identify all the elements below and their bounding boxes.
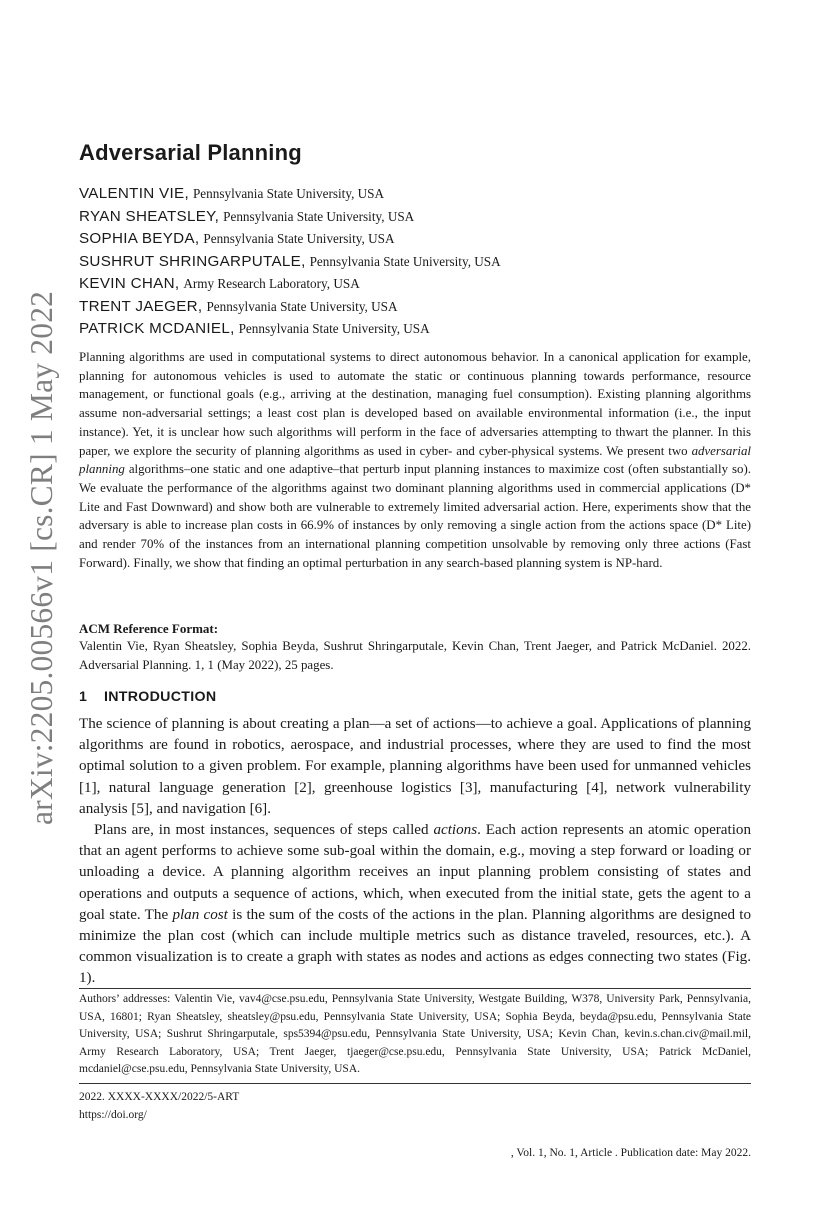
term-emphasis: actions [433, 822, 478, 838]
acm-reference-text: Valentin Vie, Ryan Sheatsley, Sophia Beyda, Sushrut Shringarputale, Kevin Chan, Trent Jaeger, and Patrick McDaniel. 2022. Adversarial Planning. 1, 1 (May 2022), 25 pages. [79, 639, 751, 672]
author-entry [79, 320, 501, 343]
paper-title: Adversarial Planning [79, 140, 302, 165]
footnote-divider [79, 988, 751, 989]
publication-info [79, 1089, 239, 1124]
acm-reference-heading: ACM Reference Format: [79, 621, 219, 636]
running-footer: , Vol. 1, No. 1, Article . Publication date: May 2022. [510, 1147, 751, 1159]
author-list [79, 185, 501, 343]
authors-addresses-footnote: Authors’ addresses: Valentin Vie, vav4@cse.psu.edu, Pennsylvania State University, Westgate Building, W378, University Park, Pennsylvania, USA, 16801; Ryan Sheatsley, sheatsley@psu.edu, Pennsylvania State University, USA; Sophia Beyda, beyda@psu.edu, Pennsylvania State University, USA; Sushrut Shringarputale, sps5394@psu.edu, Pennsylvania State University, USA; Kevin Chan, kevin.s.chan.civ@mail.mil, Army Research Laboratory, USA; Trent Jaeger, tjaeger@cse.psu.edu, Pennsylvania State University, USA; Patrick McDaniel, mcdaniel@cse.psu.edu, Pennsylvania State University, USA. [79, 993, 751, 1076]
author-name: KEVIN CHAN, [79, 275, 180, 292]
author-entry [79, 230, 501, 253]
section-number: 1 [79, 689, 88, 705]
section-heading [79, 689, 216, 705]
publication-divider [79, 1083, 751, 1084]
author-name: SOPHIA BEYDA, [79, 230, 200, 247]
doi-link[interactable]: https://doi.org/ [79, 1108, 147, 1121]
author-affiliation: Pennsylvania State University, USA [238, 321, 430, 336]
author-entry [79, 208, 501, 231]
intro-paragraph-2 [79, 820, 751, 990]
author-affiliation: Pennsylvania State University, USA [309, 253, 501, 269]
author-entry [79, 298, 501, 321]
author-name: TRENT JAEGER, [79, 297, 203, 315]
intro-paragraph-1: The science of planning is about creating a plan—a set of actions—to achieve a goal. Applications of planning algorithms are found in robotics, aerospace, and industrial processes, where they are used to find the most optimal solution to a given problem. For example, planning algorithms have been used for unmanned vehicles [1], natural language generation [2], greenhouse logistics [3], manufacturing [4], network vulnerability analysis [5], and navigation [6]. [79, 716, 751, 817]
author-affiliation: Army Research Laboratory, USA [183, 276, 360, 291]
issn-line: 2022. XXXX-XXXX/2022/5-ART [79, 1091, 240, 1103]
arxiv-sidebar [0, 235, 70, 835]
author-name: SUSHRUT SHRINGARPUTALE, [79, 252, 306, 270]
author-name: RYAN SHEATSLEY, [79, 207, 220, 225]
abstract-text: Planning algorithms are used in computational systems to direct autonomous behavior. In a canonical application for example, planning for autonomous vehicles is used to automate the static or continuous planning towards performance, resource management, or functional goals (e.g., arriving at the destination, managing fuel consumption). Existing planning algorithms assume non-adversarial settings; a least cost plan is developed based on available environmental information (i.e., the input instance). Yet, it is unclear how such algorithms will perform in the face of adversaries attempting to thwart the planner. In this paper, we explore the security of planning algorithms as used in cyber- and cyber-physical systems. We present two [79, 350, 751, 458]
paragraph-text: . Each action represents an atomic operation that an agent performs to achieve some sub-goal within the domain, e.g., moving a step forward or loading or unloading a device. A planning algorithm receives an input planning problem consisting of states and operations and outputs a sequence of actions, which, when executed from the initial state, gets the agent to a goal state. The [79, 822, 751, 923]
term-emphasis: plan cost [172, 906, 228, 923]
author-entry [79, 275, 501, 298]
author-affiliation: Pennsylvania State University, USA [203, 231, 395, 246]
author-entry [79, 253, 501, 276]
author-affiliation: Pennsylvania State University, USA [192, 186, 385, 201]
abstract-text: algorithms–one static and one adaptive–that perturb input planning instances to maximize cost (often substantially so). We evaluate the performance of the algorithms against two dominant planning algorithms used in commercial applications (D* Lite and Fast Downward) and show both are vulnerable to extremely limited adversarial action. Here, experiments show that the adversary is able to increase plan costs in 66.9% of instances by only removing a single action from the actions space (D* Lite) and render 70% of the instances from an international planning competition unsolvable by removing only three actions (Fast Forward). Finally, we show that finding an optimal perturbation in any search-based planning system is NP-hard. [79, 462, 751, 570]
author-affiliation: Pennsylvania State University, USA [206, 298, 398, 314]
arxiv-identifier: arXiv:2205.00566v1 [cs.CR] 1 May 2022 [24, 290, 59, 825]
abstract-emphasis: adversarial planning [79, 443, 751, 477]
author-name: PATRICK MCDANIEL, [79, 320, 235, 337]
section-title: INTRODUCTION [104, 689, 217, 705]
paragraph-text: is the sum of the costs of the actions in the plan. Planning algorithms are designed to minimize the plan cost (which can include multiple metrics such as distance traveled, resources, etc.). A common visualization is to create a graph with states as nodes and actions as edges connecting two states (Fig. 1). [79, 906, 752, 987]
author-name: VALENTIN VIE, [79, 185, 189, 202]
author-entry [79, 185, 501, 208]
abstract [79, 348, 751, 572]
paragraph-text: Plans are, in most instances, sequences of steps called [94, 822, 429, 838]
author-affiliation: Pennsylvania State University, USA [223, 208, 415, 224]
